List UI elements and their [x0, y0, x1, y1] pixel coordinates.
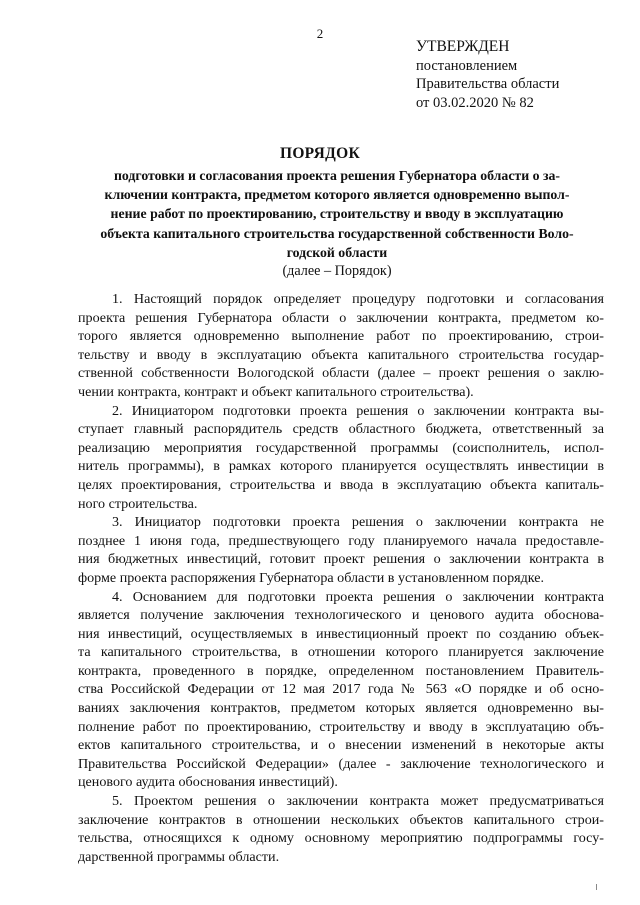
text-line: 5. Проектом решения о заключении контракта может предусматриваться	[112, 793, 604, 810]
text-line: ектов капитального строительства, и о внесении изменений в некоторые акты	[78, 737, 604, 754]
text-line: позднее 1 июня года, предшествующего году планируемого начала предоставле-	[78, 532, 604, 549]
paragraph-5	[78, 792, 604, 866]
document-body	[78, 290, 604, 866]
approval-stamp	[416, 38, 559, 112]
text-line: проекта решения Губернатора области о заключении контракта, предметом ко-	[78, 309, 604, 326]
text-line: ния инвестиций, осуществляемых в инвестиционный проект по созданию объек-	[78, 625, 604, 642]
text-line: 3. Инициатор подготовки проекта решения о заключении контракта не	[112, 514, 604, 531]
text-line: контракта, проведенного в порядке, определенном постановлением Правитель-	[78, 662, 604, 679]
paragraph-3	[78, 513, 604, 587]
text-line: чении контракта, контракт и объект капитального строительства).	[78, 383, 474, 400]
text-line: форме проекта распоряжения Губернатора области в установленном порядке.	[78, 569, 545, 586]
text-line: ценового аудита обоснования инвестиций).	[78, 774, 338, 791]
text-line: ного строительства.	[78, 495, 198, 512]
subtitle-line: ключении контракта, предметом которого является одновременно выпол-	[104, 187, 570, 203]
document-subtitle	[70, 166, 604, 281]
text-line: целях проектирования, строительства и ввода в эксплуатацию объекта капиталь-	[78, 476, 604, 493]
approval-line: постановлением	[416, 57, 518, 74]
text-line: ступает главный распорядитель средств областного бюджета, ответственный за	[78, 421, 604, 438]
approval-heading: УТВЕРЖДЕН	[416, 38, 510, 55]
text-line: является получение заключения технологического и ценового аудита обоснова-	[78, 607, 604, 624]
subtitle-note: (далее – Порядок)	[282, 263, 392, 280]
paragraph-2	[78, 402, 604, 514]
text-line: ваниях заключения контрактов, предметом которых является одновременно вы-	[78, 700, 604, 717]
page-number: 2	[316, 26, 324, 41]
text-line: заключение контрактов в отношении нескольких объектов капитального строи-	[78, 811, 604, 828]
subtitle-line: объекта капитального строительства государственной собственности Воло-	[100, 225, 574, 241]
subtitle-line: подготовки и согласования проекта решения Губернатора области о за-	[113, 168, 560, 183]
text-line: ния бюджетных инвестиций, готовит проект решения о заключении контракта в	[78, 551, 604, 568]
subtitle-line: нение работ по проектированию, строительству и вводу в эксплуатацию	[110, 206, 564, 222]
subtitle-line: годской области	[286, 244, 388, 260]
text-line: ства Российской Федерации от 12 мая 2017 года № 563 «О порядке и об осно-	[78, 681, 604, 698]
text-line: та капитального строительства, в отношении которого планируется заключение	[78, 644, 604, 661]
text-line: 2. Инициатором подготовки проекта решения о заключении контракта вы-	[112, 402, 604, 419]
text-line: дарственной программы области.	[78, 848, 280, 865]
text-line: реализацию мероприятия государственной программы (соисполнитель, испол-	[78, 439, 604, 456]
document-title: ПОРЯДОК	[279, 145, 361, 162]
scan-mark	[596, 884, 597, 890]
text-line: 1. Настоящий порядок определяет процедуру подготовки и согласования	[112, 291, 604, 307]
text-line: тельству и вводу в эксплуатацию объекта капитального строительства государ-	[78, 346, 604, 363]
approval-date-line: от 03.02.2020 № 82	[416, 94, 534, 111]
text-line: нитель программы), в рамках которого планируется осуществлять инвестиции в	[78, 458, 604, 475]
text-line: полнение работ по проектированию, строительству и вводу в эксплуатацию объ-	[78, 718, 604, 735]
text-line: торого является одновременно выполнение работ по проектированию, строи-	[78, 328, 604, 345]
text-line: 4. Основанием для подготовки проекта решения о заключении контракта	[112, 588, 604, 605]
paragraph-1	[78, 290, 604, 402]
approval-line: Правительства области	[416, 76, 560, 92]
text-line: Правительства Российской Федерации» (далее - заключение технологического и	[78, 755, 604, 772]
paragraph-4	[78, 588, 604, 793]
text-line: тельства, относящихся к одному основному мероприятию подпрограммы госу-	[78, 830, 604, 847]
text-line: ственной собственности Вологодской области (далее – проект решения о заклю-	[78, 365, 604, 382]
